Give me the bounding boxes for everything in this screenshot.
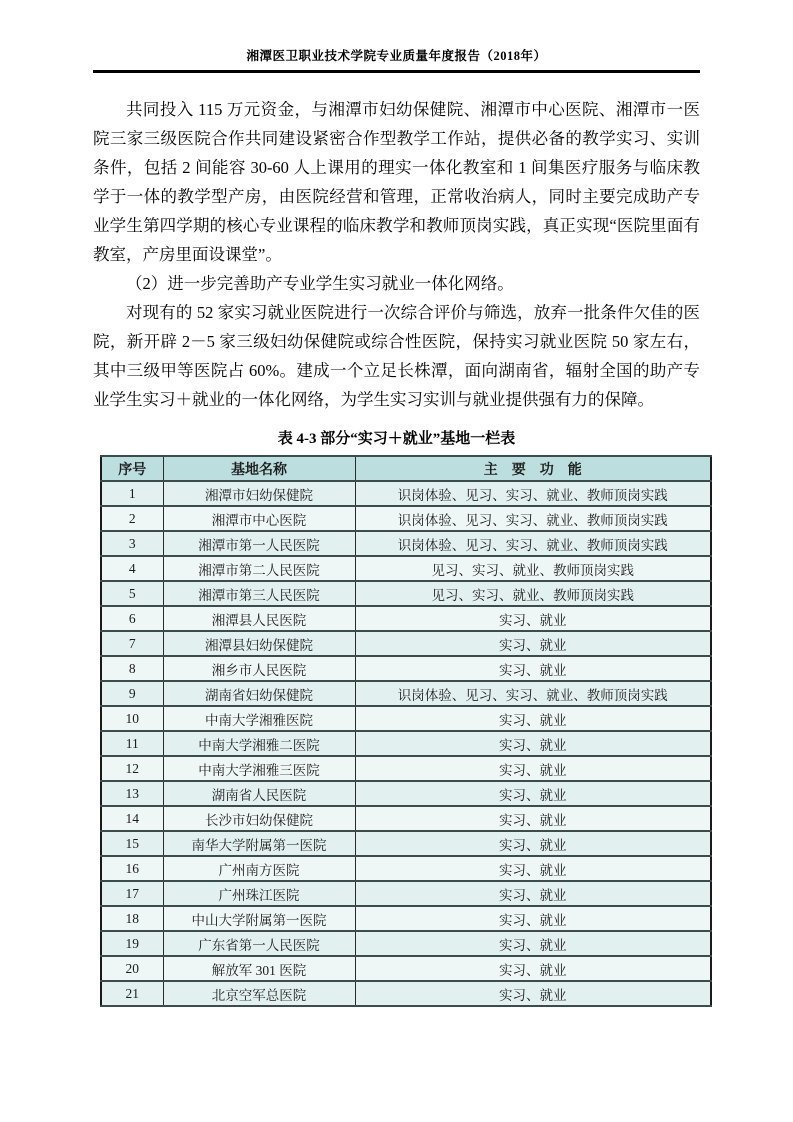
table-row [101,606,711,631]
cell-no: 18 [101,906,163,931]
cell-base-name: 湘潭市中心医院 [163,506,355,531]
table-row [101,631,711,656]
cell-base-name: 湘乡市人民医院 [163,656,355,681]
cell-functions: 识岗体验、见习、实习、就业、教师顶岗实践 [355,481,711,506]
cell-no: 11 [101,731,163,756]
cell-no: 9 [101,681,163,706]
cell-base-name: 广州南方医院 [163,856,355,881]
cell-base-name: 长沙市妇幼保健院 [163,806,355,831]
table-row [101,906,711,931]
paragraph-network: 对现有的 52 家实习就业医院进行一次综合评价与筛选，放弃一批条件欠佳的医院，新开辟 2－5 家三级妇幼保健院或综合性医院，保持实习就业医院 50 家左右，其中三级甲等医院占 60%。建成一个立足长株潭，面向湖南省，辐射全国的助产专业学生实习＋就业的一体化网络，为学生实习实训与就业提供强有力的保障。 [93,303,700,409]
cell-base-name: 湘潭县人民医院 [163,606,355,631]
cell-functions: 识岗体验、见习、实习、就业、教师顶岗实践 [355,506,711,531]
table-row [101,481,711,506]
table-row [101,656,711,681]
cell-no: 19 [101,931,163,956]
cell-functions: 实习、就业 [355,981,711,1006]
document-body [93,95,700,1007]
cell-base-name: 湘潭县妇幼保健院 [163,631,355,656]
cell-no: 16 [101,856,163,881]
cell-functions: 实习、就业 [355,706,711,731]
table-row [101,731,711,756]
cell-base-name: 广州珠江医院 [163,881,355,906]
cell-no: 6 [101,606,163,631]
cell-base-name: 中南大学湘雅三医院 [163,756,355,781]
table-row [101,806,711,831]
cell-no: 2 [101,506,163,531]
cell-functions: 实习、就业 [355,631,711,656]
cell-base-name: 湘潭市第一人民医院 [163,531,355,556]
cell-functions: 实习、就业 [355,856,711,881]
cell-functions: 实习、就业 [355,781,711,806]
cell-no: 7 [101,631,163,656]
cell-functions: 实习、就业 [355,881,711,906]
cell-base-name: 南华大学附属第一医院 [163,831,355,856]
table-row [101,506,711,531]
cell-functions: 见习、实习、就业、教师顶岗实践 [355,556,711,581]
cell-functions: 实习、就业 [355,606,711,631]
cell-no: 10 [101,706,163,731]
column-header-no: 序号 [101,456,163,481]
cell-base-name: 解放军 301 医院 [163,956,355,981]
cell-functions: 识岗体验、见习、实习、就业、教师顶岗实践 [355,531,711,556]
table-row [101,681,711,706]
table-header [101,456,711,481]
table-row [101,531,711,556]
cell-no: 12 [101,756,163,781]
cell-functions: 实习、就业 [355,756,711,781]
table-row [101,706,711,731]
table-row [101,981,711,1006]
table-body [101,481,711,1006]
table-row [101,781,711,806]
table-row [101,956,711,981]
cell-no: 15 [101,831,163,856]
table-header-row [101,456,711,481]
table-row [101,556,711,581]
cell-base-name: 中南大学湘雅医院 [163,706,355,731]
cell-no: 21 [101,981,163,1006]
paragraph-funding: 共同投入 115 万元资金，与湘潭市妇幼保健院、湘潭市中心医院、湘潭市一医院三家三级医院合作共同建设紧密合作型教学工作站，提供必备的教学实习、实训条件，包括 2 间能容 30-60 人上课用的理实一体化教室和 1 间集医疗服务与临床教学于一体的教学型产房，由医院经营和管理，正常收治病人，同时主要完成助产专业学生第四学期的核心专业课程的临床教学和教师顶岗实践，真正实现“医院里面有教室，产房里面设课堂”。 [93,100,700,264]
table-row [101,856,711,881]
table-row [101,581,711,606]
table-row [101,931,711,956]
bases-table [100,455,712,1007]
cell-functions: 实习、就业 [355,731,711,756]
page-header-rule [93,70,700,73]
cell-functions: 实习、就业 [355,806,711,831]
cell-functions: 实习、就业 [355,656,711,681]
cell-functions: 实习、就业 [355,831,711,856]
cell-base-name: 广东省第一人民医院 [163,931,355,956]
cell-no: 4 [101,556,163,581]
cell-no: 14 [101,806,163,831]
paragraph-item-2-heading: （2）进一步完善助产专业学生实习就业一体化网络。 [126,274,514,293]
cell-base-name: 中山大学附属第一医院 [163,906,355,931]
cell-no: 3 [101,531,163,556]
table-row [101,756,711,781]
cell-base-name: 湘潭市第二人民医院 [163,556,355,581]
cell-base-name: 中南大学湘雅二医院 [163,731,355,756]
column-header-base-name: 基地名称 [163,456,355,481]
cell-functions: 见习、实习、就业、教师顶岗实践 [355,581,711,606]
cell-no: 17 [101,881,163,906]
column-header-functions: 主 要 功 能 [355,456,711,481]
cell-functions: 实习、就业 [355,906,711,931]
table-row [101,831,711,856]
cell-base-name: 湖南省妇幼保健院 [163,681,355,706]
page-header [93,46,700,73]
cell-no: 1 [101,481,163,506]
cell-functions: 实习、就业 [355,931,711,956]
page-header-title: 湘潭医卫职业技术学院专业质量年度报告（2018年） [246,49,547,63]
cell-no: 13 [101,781,163,806]
cell-base-name: 湘潭市第三人民医院 [163,581,355,606]
cell-base-name: 湘潭市妇幼保健院 [163,481,355,506]
cell-functions: 识岗体验、见习、实习、就业、教师顶岗实践 [355,681,711,706]
table-row [101,881,711,906]
cell-base-name: 北京空军总医院 [163,981,355,1006]
cell-base-name: 湖南省人民医院 [163,781,355,806]
cell-no: 20 [101,956,163,981]
cell-functions: 实习、就业 [355,956,711,981]
cell-no: 5 [101,581,163,606]
cell-no: 8 [101,656,163,681]
table-title: 表 4-3 部分“实习＋就业”基地一栏表 [277,431,516,447]
